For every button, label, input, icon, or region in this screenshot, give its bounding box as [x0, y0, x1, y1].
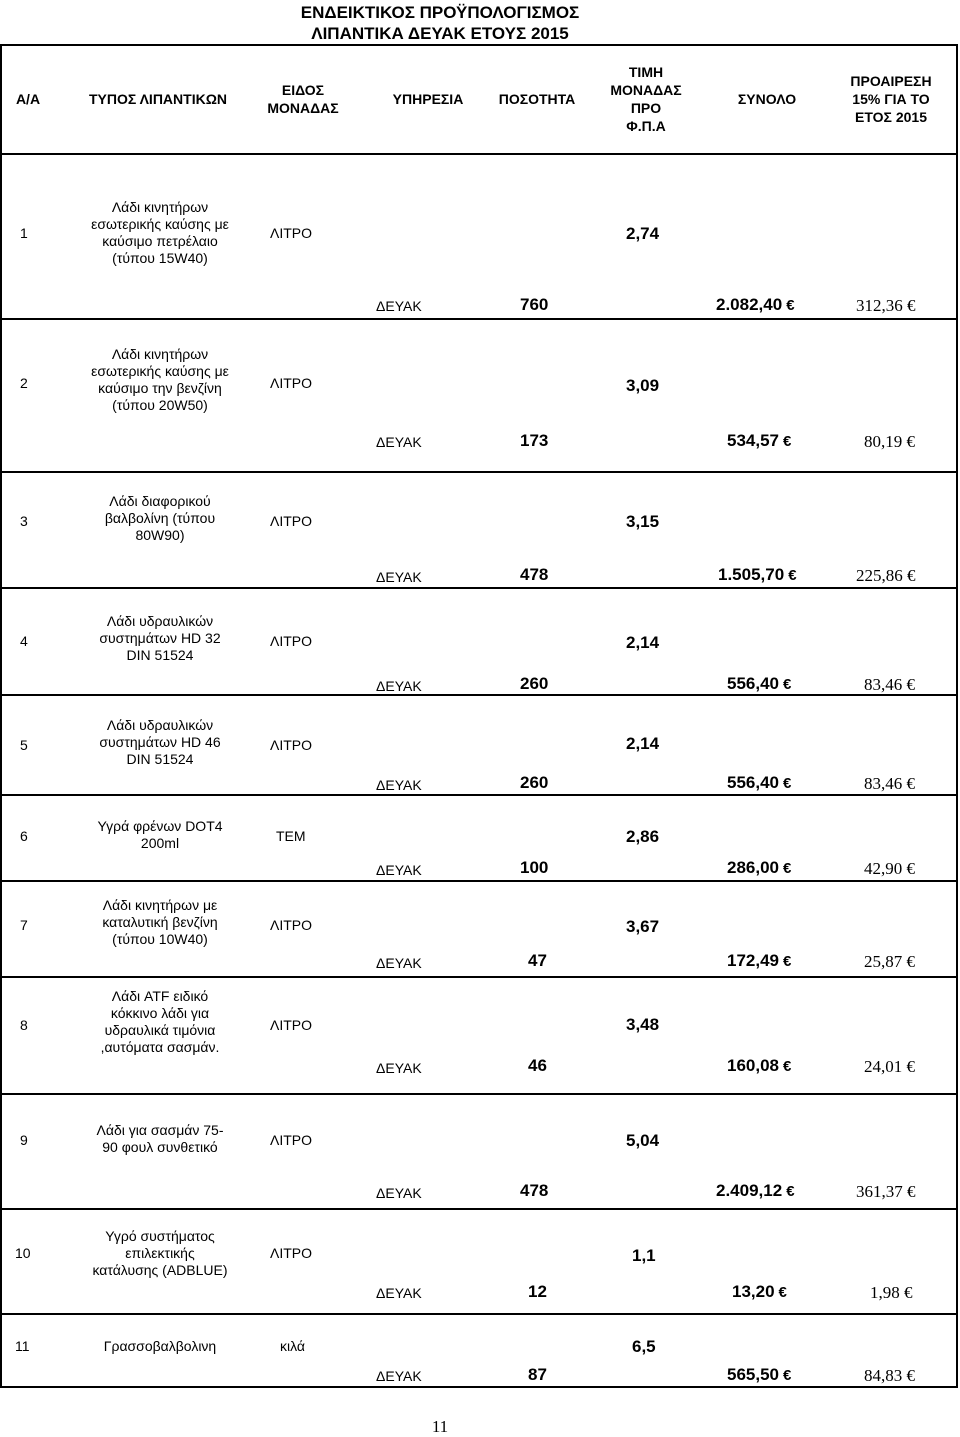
row-service: ΔΕΥΑΚ	[376, 862, 422, 878]
row-total: 556,40 €	[727, 674, 792, 693]
row-service: ΔΕΥΑΚ	[376, 1060, 422, 1076]
row-total: 160,08 €	[727, 1056, 792, 1075]
row-description: Λάδι κινητήρων εσωτερικής καύσης με καύσιμο την βενζίνη (τύπου 20W50)	[91, 346, 229, 413]
row-service: ΔΕΥΑΚ	[376, 777, 422, 793]
euro-icon: €	[783, 953, 792, 970]
row-service: ΔΕΥΑΚ	[376, 678, 422, 694]
row-vat: 225,86 €	[856, 566, 916, 585]
row-description: Λάδι διαφορικού βαλβολίνη (τύπου 80W90)	[104, 493, 216, 543]
euro-icon: €	[783, 1058, 792, 1075]
row-description: Υγρά φρένων DOT4 200ml	[97, 818, 223, 851]
euro-icon: €	[783, 775, 792, 792]
euro-icon: €	[783, 433, 792, 450]
euro-icon: €	[778, 1284, 787, 1301]
row-service: ΔΕΥΑΚ	[376, 569, 422, 585]
euro-icon: €	[783, 1367, 792, 1384]
row-vat: 1,98 €	[870, 1283, 913, 1302]
row-number: 5	[20, 737, 28, 753]
row-unit: ΛΙΤΡΟ	[270, 513, 313, 529]
row-number: 1	[20, 225, 28, 241]
row-unit-price: 3,48	[626, 1015, 660, 1034]
row-description: Λάδι για σασμάν 75- 90 φουλ συνθετικό	[96, 1122, 224, 1155]
row-unit-price: 2,86	[626, 827, 660, 846]
page-number: 11	[431, 1417, 449, 1436]
row-vat: 361,37 €	[856, 1182, 916, 1201]
row-quantity: 12	[528, 1282, 547, 1301]
row-quantity: 100	[520, 858, 549, 877]
row-service: ΔΕΥΑΚ	[376, 1285, 422, 1301]
document-title-line-2: ΛΙΠΑΝΤΙΚΑ ΔΕΥΑΚ ΕΤΟΥΣ 2015	[311, 24, 569, 43]
row-number: 7	[20, 917, 28, 933]
row-unit: ΛΙΤΡΟ	[270, 1132, 313, 1148]
row-unit-price: 6,5	[632, 1337, 656, 1356]
row-quantity: 47	[528, 951, 547, 970]
row-unit-price: 2,14	[626, 734, 660, 753]
row-number: 6	[20, 828, 28, 844]
row-service: ΔΕΥΑΚ	[376, 298, 422, 314]
row-unit: ΛΙΤΡΟ	[270, 737, 313, 753]
euro-icon: €	[783, 860, 792, 877]
row-total: 2.409,12 €	[716, 1181, 795, 1200]
row-unit-price: 3,67	[626, 917, 660, 936]
row-total: 1.505,70 €	[718, 565, 797, 584]
header-type: ΤΥΠΟΣ ΛΙΠΑΝΤΙΚΩΝ	[88, 91, 228, 107]
row-quantity: 260	[520, 773, 549, 792]
row-unit: ΛΙΤΡΟ	[270, 375, 313, 391]
row-unit: ΛΙΤΡΟ	[270, 1245, 313, 1261]
row-unit: ΛΙΤΡΟ	[270, 917, 313, 933]
header-unit: ΕΙΔΟΣ ΜΟΝΑΔΑΣ	[267, 82, 339, 116]
row-total: 2.082,40 €	[716, 295, 795, 314]
euro-icon: €	[786, 297, 795, 314]
row-total: 286,00 €	[727, 858, 792, 877]
row-number: 8	[20, 1017, 28, 1033]
row-total: 556,40 €	[727, 773, 792, 792]
row-description: Λάδι υδραυλικών συστημάτων HD 46 DIN 51524	[99, 717, 221, 767]
row-service: ΔΕΥΑΚ	[376, 434, 422, 450]
row-description: Λάδι κινητήρων εσωτερικής καύσης με καύσιμο πετρέλαιο (τύπου 15W40)	[91, 199, 229, 266]
row-vat: 42,90 €	[864, 859, 915, 878]
header-unit-price: ΤΙΜΗ ΜΟΝΑΔΑΣ ΠΡΟ Φ.Π.Α	[610, 64, 682, 134]
row-total: 565,50 €	[727, 1365, 792, 1384]
row-vat: 83,46 €	[864, 774, 915, 793]
row-service: ΔΕΥΑΚ	[376, 1368, 422, 1384]
row-service: ΔΕΥΑΚ	[376, 955, 422, 971]
row-vat: 80,19 €	[864, 432, 915, 451]
row-unit-price: 2,74	[626, 224, 660, 243]
row-unit: ΛΙΤΡΟ	[270, 633, 313, 649]
row-number: 10	[15, 1245, 31, 1261]
row-quantity: 478	[520, 1181, 549, 1200]
row-description: Λάδι ATF ειδικό κόκκινο λάδι για υδραυλικά τιμόνια ,αυτόματα σασμάν.	[100, 988, 220, 1055]
row-unit-price: 5,04	[626, 1131, 660, 1150]
row-description: Λάδι κινητήρων με καταλυτική βενζίνη (τύπου 10W40)	[102, 897, 218, 947]
row-description: Λάδι υδραυλικών συστημάτων HD 32 DIN 51524	[99, 613, 221, 663]
row-unit: ΛΙΤΡΟ	[270, 225, 313, 241]
row-number: 4	[20, 633, 28, 649]
row-number: 9	[20, 1132, 28, 1148]
row-unit: ΛΙΤΡΟ	[270, 1017, 313, 1033]
row-unit-price: 2,14	[626, 633, 660, 652]
row-vat: 83,46 €	[864, 675, 915, 694]
row-unit: ΤΕΜ	[276, 828, 306, 844]
row-unit-price: 3,09	[626, 376, 660, 395]
row-unit: κιλά	[280, 1338, 305, 1354]
euro-icon: €	[783, 676, 792, 693]
row-number: 11	[15, 1338, 30, 1354]
row-quantity: 260	[520, 674, 549, 693]
row-service: ΔΕΥΑΚ	[376, 1185, 422, 1201]
row-vat: 25,87 €	[864, 952, 915, 971]
document-title-line-1: ΕΝΔΕΙΚΤΙΚΟΣ ΠΡΟΫΠΟΛΟΓΙΣΜΟΣ	[300, 3, 580, 22]
row-vat: 84,83 €	[864, 1366, 915, 1385]
row-quantity: 478	[520, 565, 549, 584]
row-vat: 24,01 €	[864, 1057, 915, 1076]
row-number: 3	[20, 513, 28, 529]
euro-icon: €	[788, 567, 797, 584]
header-vat: ΠΡΟΑΙΡΕΣΗ 15% ΓΙΑ ΤΟ ΕΤΟΣ 2015	[850, 73, 932, 125]
header-quantity: ΠΟΣΟΤΗΤΑ	[498, 91, 576, 107]
row-unit-price: 1,1	[632, 1246, 656, 1265]
row-vat: 312,36 €	[856, 296, 916, 315]
row-description: Γρασσοβαλβολινη	[103, 1338, 217, 1354]
header-aa: Α/Α	[15, 91, 41, 107]
euro-icon: €	[786, 1183, 795, 1200]
header-total: ΣΥΝΟΛΟ	[737, 91, 797, 107]
row-number: 2	[20, 375, 28, 391]
row-total: 534,57 €	[727, 431, 792, 450]
row-quantity: 87	[528, 1365, 547, 1384]
row-description: Υγρό συστήματος επιλεκτικής κατάλυσης (ADBLUE)	[92, 1228, 228, 1278]
row-quantity: 46	[528, 1056, 547, 1075]
header-service: ΥΠΗΡΕΣΙΑ	[392, 91, 464, 107]
row-total: 172,49 €	[727, 951, 792, 970]
row-unit-price: 3,15	[626, 512, 660, 531]
row-total: 13,20 €	[732, 1282, 787, 1301]
row-quantity: 173	[520, 431, 549, 450]
row-quantity: 760	[520, 295, 549, 314]
